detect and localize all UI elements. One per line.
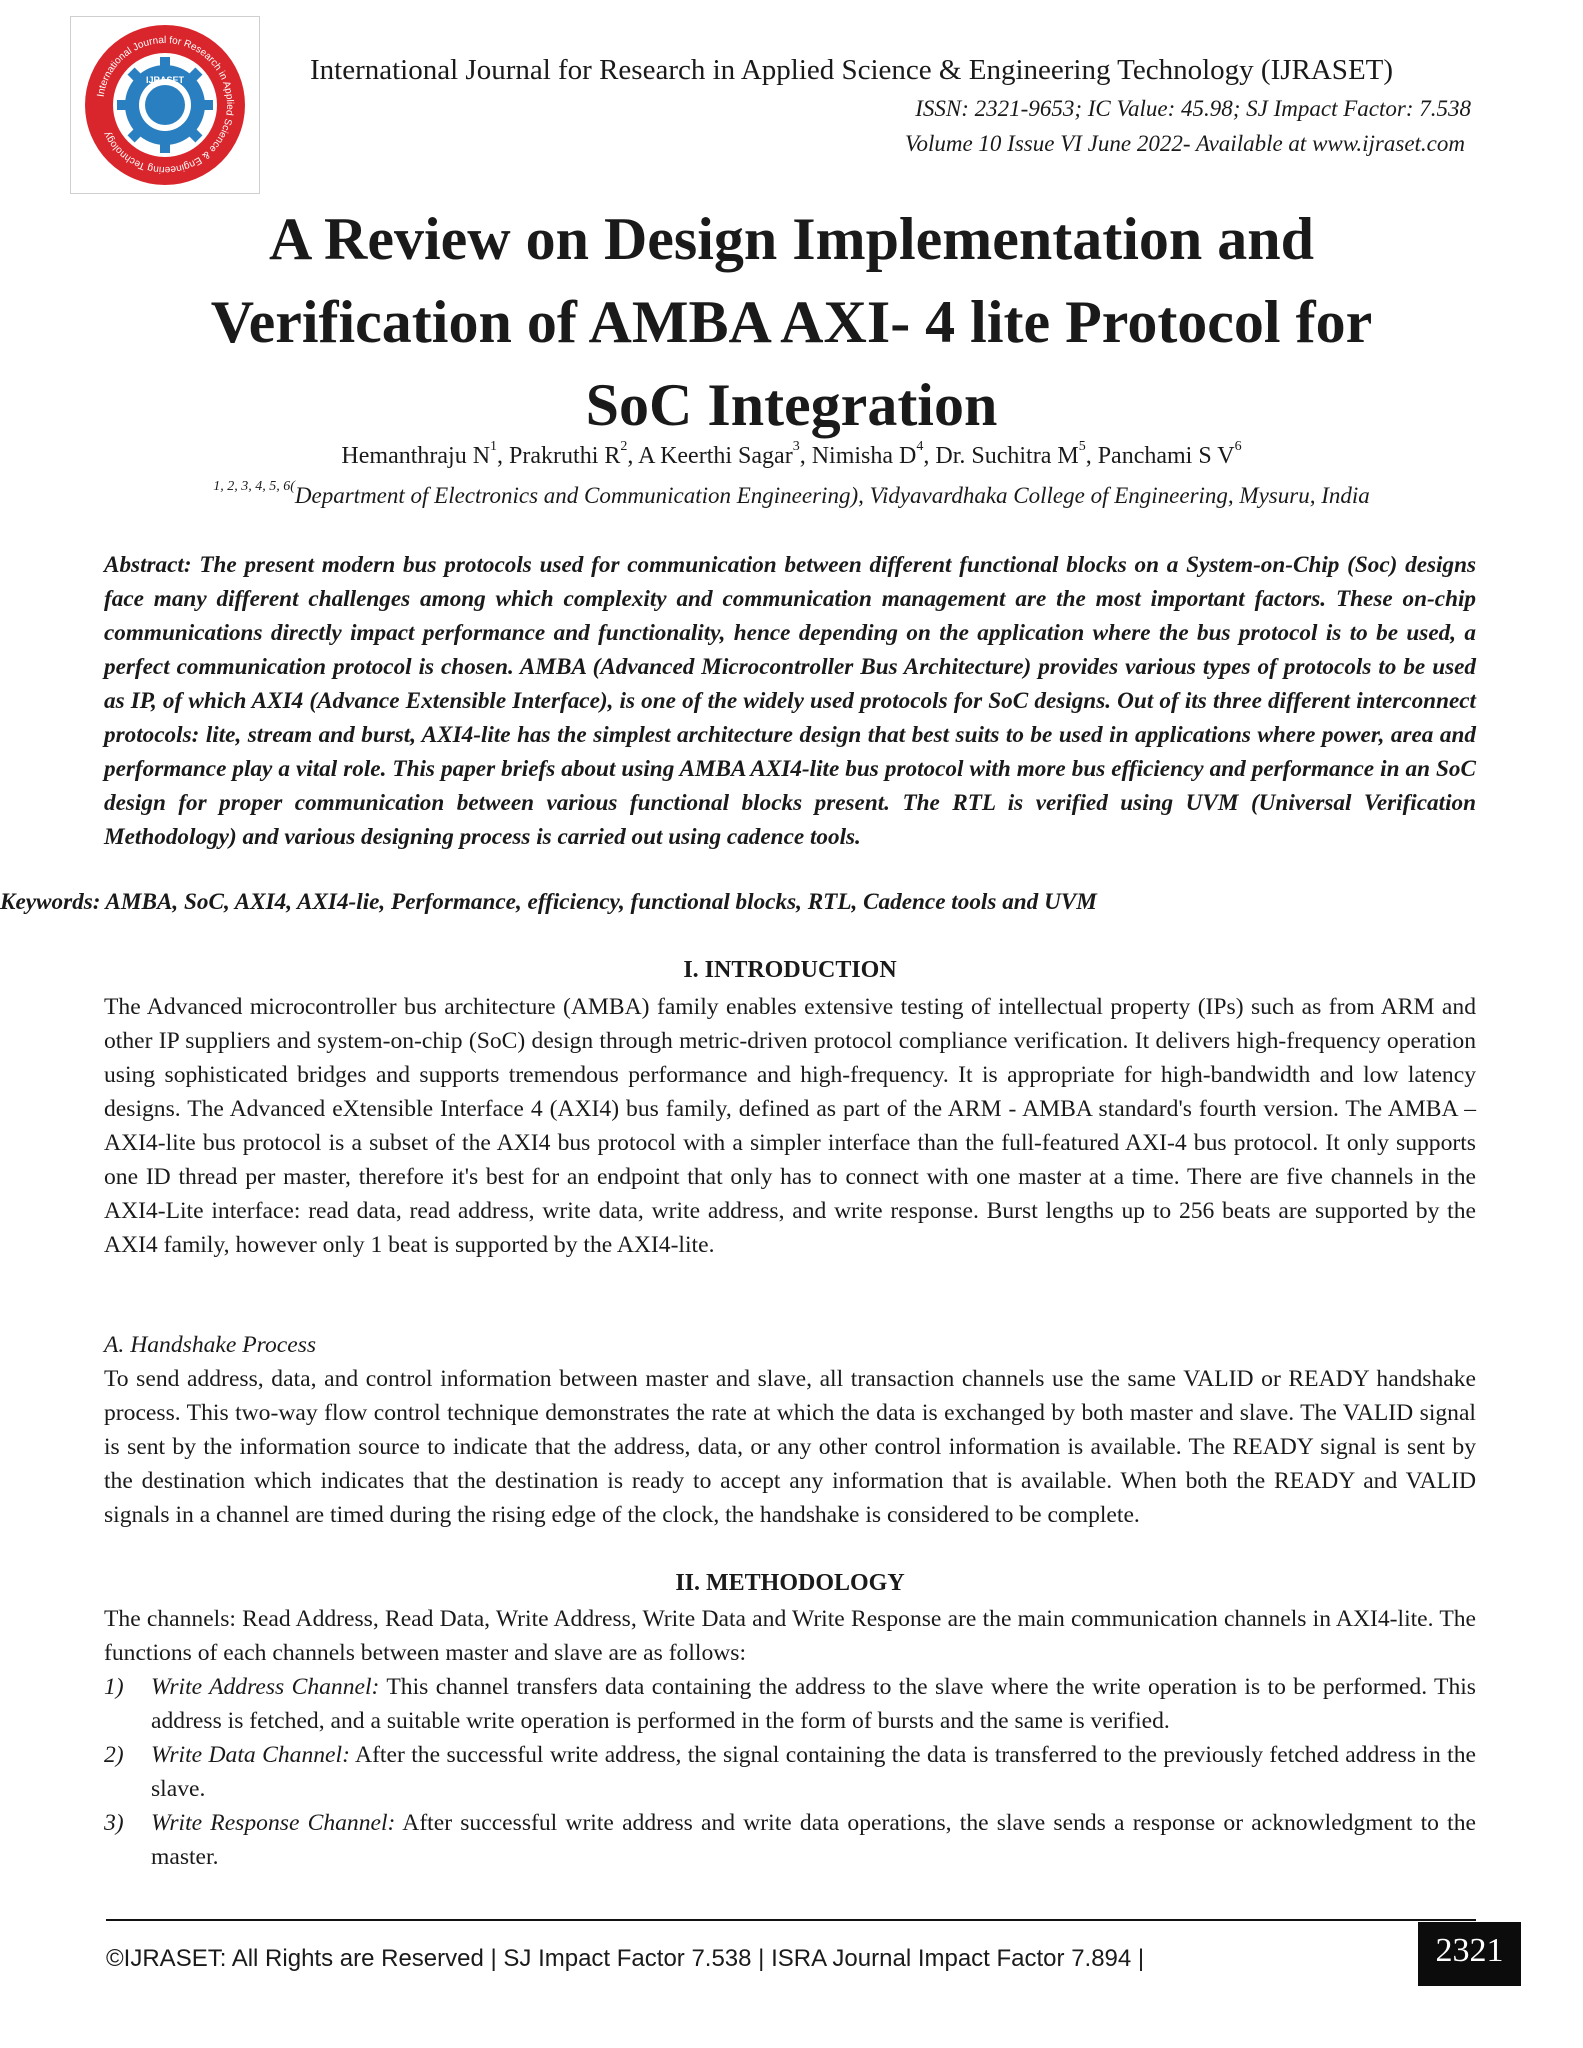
author-name: Hemanthraju N bbox=[341, 443, 491, 469]
svg-text:International Journal for Rese: International Journal for Research in Applied Science & Engineering Technology bbox=[95, 34, 236, 176]
subsection-heading-handshake: A. Handshake Process bbox=[104, 1332, 317, 1358]
author-sup: 3 bbox=[792, 439, 800, 454]
introduction-text: The Advanced microcontroller bus architecture (AMBA) family enables extensive testing of intellectual property (IPs) such as from ARM and other IP suppliers and system-on-chip (SoC) design through metric-driven protocol compliance verification. It delivers high-frequency operation using sophisticated bridges and supports tremendous performance and high-frequency. It is appropriate for high-bandwidth and low latency designs. The Advanced eXtensible Interface 4 (AXI4) bus family, defined as part of the ARM - AMBA standard's fourth version. The AMBA – AXI4-lite bus protocol is a subset of the AXI4 bus protocol with a simpler interface than the full-featured AXI-4 bus protocol. It only supports one ID thread per master, therefore it's best for an endpoint that only has to connect with one master at a time. There are five channels in the AXI4-Lite interface: read data, read address, write data, write address, and write response. Burst lengths up to 256 beats are supported by the AXI4 family, however only 1 beat is supported by the AXI4-lite. bbox=[104, 994, 1476, 1258]
author-sup: 1 bbox=[490, 439, 498, 454]
journal-issn-line: ISSN: 2321-9653; IC Value: 45.98; SJ Impact Factor: 7.538 bbox=[915, 96, 1471, 121]
handshake-text: To send address, data, and control information between master and slave, all transaction channels use the same VALID or READY handshake process. This two-way flow control technique demonstrates the rate at which the data is exchanged by both master and slave. The VALID signal is sent by the information source to indicate that the address, data, or any other control information is available. The READY signal is sent by the destination which indicates that the destination is ready to accept any information that is available. When both the READY and VALID signals in a channel are timed during the rising edge of the clock, the handshake is considered to be complete. bbox=[104, 1366, 1476, 1528]
list-item-number: 3) bbox=[104, 1810, 124, 1836]
author-name: A Keerthi Sagar bbox=[638, 443, 793, 469]
author-sup: 2 bbox=[620, 439, 628, 454]
list-item-number: 1) bbox=[104, 1674, 124, 1700]
author-name: Nimisha D bbox=[811, 443, 917, 469]
list-item-text: After successful write address and write data operations, the slave sends a response or acknowledgment to the master. bbox=[151, 1810, 1476, 1870]
list-item bbox=[104, 1806, 1476, 1874]
footer-divider bbox=[106, 1919, 1476, 1921]
title-line-2: Verification of AMBA AXI- 4 lite Protocol for bbox=[210, 289, 1373, 355]
page-number: 2321 bbox=[1418, 1922, 1521, 1986]
section-heading-introduction: I. INTRODUCTION bbox=[683, 957, 897, 983]
journal-volume-line: Volume 10 Issue VI June 2022- Available at www.ijraset.com bbox=[904, 131, 1465, 156]
list-item-number: 2) bbox=[104, 1742, 124, 1768]
affiliation bbox=[100, 479, 1483, 509]
list-item-text: After the successful write address, the signal containing the data is transferred to the previously fetched address in the slave. bbox=[151, 1742, 1476, 1802]
list-item-label: Write Data Channel: bbox=[151, 1742, 350, 1768]
list-item-label: Write Response Channel: bbox=[151, 1810, 396, 1836]
abstract: Abstract: The present modern bus protocols used for communication between different functional blocks on a System-on-Chip (Soc) designs face many different challenges among which complexity and communication management are the most important factors. These on-chip communications directly impact performance and functionality, hence depending on the application where the bus protocol is to be used, a perfect communication protocol is chosen. AMBA (Advanced Microcontroller Bus Architecture) provides various types of protocols to be used as IP, of which AXI4 (Advance Extensible Interface), is one of the widely used protocols for SoC designs. Out of its three different interconnect protocols: lite, stream and burst, AXI4-lite has the simplest architecture design that best suits to be used in applications where power, area and performance play a vital role. This paper briefs about using AMBA AXI4-lite bus protocol with more bus efficiency and performance in an SoC design for proper communication between various functional blocks present. The RTL is verified using UVM (Universal Verification Methodology) and various designing process is carried out using cadence tools. bbox=[104, 552, 1476, 850]
title-line-1: A Review on Design Implementation and bbox=[268, 206, 1315, 272]
paper-title bbox=[100, 198, 1483, 447]
author-name: Prakruthi R bbox=[509, 443, 621, 469]
methodology-text: The channels: Read Address, Read Data, Write Address, Write Data and Write Response are the main communication channels in AXI4-lite. The functions of each channels between master and slave are as follows: bbox=[104, 1606, 1476, 1666]
section-heading-methodology: II. METHODOLOGY bbox=[675, 1570, 905, 1596]
author-sup: 5 bbox=[1078, 439, 1086, 454]
affiliation-sup: 1, 2, 3, 4, 5, 6( bbox=[213, 479, 295, 494]
list-item bbox=[104, 1738, 1476, 1806]
keywords: Keywords: AMBA, SoC, AXI4, AXI4-lie, Performance, efficiency, functional blocks, RTL, Cadence tools and UVM bbox=[0, 889, 1097, 915]
journal-logo bbox=[70, 16, 260, 194]
list-item-text: This channel transfers data containing the address to the slave where the write operation is to be performed. This address is fetched, and a suitable write operation is performed in the form of bursts and the same is verified. bbox=[151, 1674, 1476, 1734]
author-name: Panchami S V bbox=[1097, 443, 1235, 469]
author-list: Hemanthraju $N^1$, Prakruthi $R^2$, A Keerthi Sagar$^3$, Nimisha $D^4$, Dr. Suchitra $M^5$, Panchami S $V^6$ bbox=[341, 439, 1242, 469]
journal-name: International Journal for Research in Applied Science & Engineering Technology (IJRASET) bbox=[310, 54, 1394, 86]
svg-text:IJRASET: IJRASET bbox=[145, 75, 185, 85]
author-sup: 6 bbox=[1234, 439, 1242, 454]
title-line-3: SoC Integration bbox=[585, 372, 998, 438]
list-item bbox=[104, 1670, 1476, 1738]
author-sup: 4 bbox=[916, 439, 924, 454]
ijraset-seal-icon bbox=[71, 17, 259, 193]
author-name: Dr. Suchitra M bbox=[935, 443, 1079, 469]
list-item-label: Write Address Channel: bbox=[151, 1674, 380, 1700]
affiliation-text: Department of Electronics and Communication Engineering), Vidyavardhaka College of Engineering, Mysuru, India bbox=[294, 483, 1370, 508]
footer-copyright: ©IJRASET: All Rights are Reserved | SJ Impact Factor 7.538 | ISRA Journal Impact Factor 7.894 | bbox=[106, 1945, 1145, 1972]
